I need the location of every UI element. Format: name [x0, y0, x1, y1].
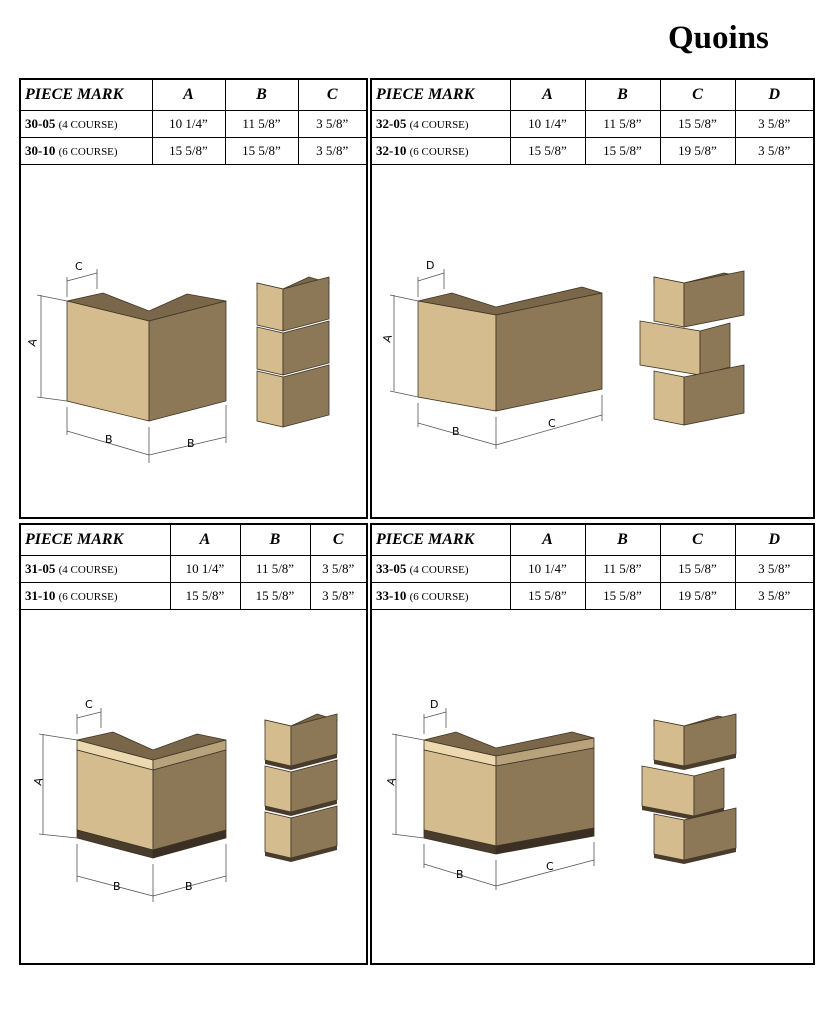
course-note: (6 COURSE) [58, 590, 118, 603]
stack-block [654, 365, 744, 425]
table-row [372, 582, 813, 609]
quoin-illustration [21, 165, 366, 517]
dimension-label-b: B [187, 437, 195, 450]
dimension-cell: 15 5/8” [152, 137, 225, 164]
piece-mark-cell [372, 137, 510, 164]
spec-table [372, 80, 813, 165]
quoin-illustration [372, 610, 813, 963]
quoin-illustration [372, 165, 813, 517]
dimension-label-a: A [25, 337, 40, 348]
piece-mark: 33-10 [376, 587, 407, 603]
header-cell: D [735, 80, 813, 110]
piece-mark: 30-10 [25, 142, 56, 158]
table-row [21, 582, 366, 609]
dimension-cell: 3 5/8” [735, 582, 813, 609]
stack-block [257, 277, 329, 331]
dimension-label-d: D [426, 259, 435, 272]
header-cell: PIECE MARK [372, 525, 510, 555]
table-row [21, 555, 366, 582]
dimension-label-b: B [113, 880, 121, 893]
course-note: (4 COURSE) [409, 118, 469, 131]
piece-mark: 32-05 [376, 115, 407, 131]
stack-block [265, 714, 337, 770]
stacked-quoins [640, 271, 744, 425]
quoin-panel-30 [19, 78, 368, 519]
dimension-cell: 11 5/8” [585, 555, 660, 582]
dimension-label-c: C [85, 698, 93, 711]
block-front-face [418, 301, 496, 411]
table-row [21, 137, 366, 164]
dimension-cell: 3 5/8” [298, 110, 366, 137]
dimension-label-b: B [456, 868, 464, 881]
dimension-cell: 10 1/4” [510, 110, 585, 137]
dimension-label-c: C [548, 417, 556, 430]
dimension-cell: 19 5/8” [660, 137, 735, 164]
dimension-cell: 3 5/8” [298, 137, 366, 164]
corner-block [418, 287, 602, 411]
quoin-panel-31 [19, 523, 368, 965]
header-cell: B [585, 80, 660, 110]
header-cell: B [240, 525, 310, 555]
header-cell: PIECE MARK [372, 80, 510, 110]
course-note: (4 COURSE) [409, 563, 469, 576]
stack-block [257, 321, 329, 375]
dimension-cell: 15 5/8” [240, 582, 310, 609]
dimension-cell: 11 5/8” [225, 110, 298, 137]
piece-mark-cell [372, 110, 510, 137]
table-header-row [21, 80, 366, 110]
spec-table [21, 80, 366, 165]
stacked-quoins [642, 714, 736, 864]
dimension-cell: 3 5/8” [310, 582, 366, 609]
dimension-label-c: C [546, 860, 554, 873]
header-cell: A [170, 525, 240, 555]
course-note: (4 COURSE) [58, 563, 118, 576]
dimension-cell: 15 5/8” [585, 137, 660, 164]
stack-block [640, 321, 730, 375]
dimension-label-a: A [31, 776, 46, 787]
dimension-label-c: C [75, 260, 83, 273]
dimension-cell: 11 5/8” [585, 110, 660, 137]
stacked-quoins [265, 714, 337, 862]
dimension-cell: 15 5/8” [510, 137, 585, 164]
piece-mark-cell [21, 582, 170, 609]
quoin-panel-32 [370, 78, 815, 519]
header-cell: PIECE MARK [21, 80, 152, 110]
header-cell: C [298, 80, 366, 110]
header-cell: C [310, 525, 366, 555]
header-cell: D [735, 525, 813, 555]
dimension-label-b: B [452, 425, 460, 438]
block-front-face [424, 750, 496, 846]
table-row [372, 110, 813, 137]
corner-block [67, 293, 226, 421]
header-cell: B [225, 80, 298, 110]
dimension-cell: 15 5/8” [660, 555, 735, 582]
dimension-cell: 10 1/4” [170, 555, 240, 582]
table-header-row [372, 80, 813, 110]
dimension-cell: 11 5/8” [240, 555, 310, 582]
quoin-illustration [21, 610, 366, 963]
dimension-cell: 3 5/8” [310, 555, 366, 582]
dimension-cell: 3 5/8” [735, 137, 813, 164]
dimension-cell: 15 5/8” [660, 110, 735, 137]
corner-block [424, 732, 594, 854]
dimension-cell: 15 5/8” [585, 582, 660, 609]
table-header-row [372, 525, 813, 555]
header-cell: PIECE MARK [21, 525, 170, 555]
header-cell: A [510, 525, 585, 555]
piece-mark-cell [21, 555, 170, 582]
spec-table [372, 525, 813, 610]
quoin-drawing [21, 165, 366, 517]
course-note: (6 COURSE) [409, 145, 469, 158]
stacked-quoins [257, 277, 329, 427]
dimension-cell: 3 5/8” [735, 110, 813, 137]
header-cell: C [660, 80, 735, 110]
block-side-face [149, 301, 226, 421]
spec-table [21, 525, 366, 610]
piece-mark: 31-10 [25, 587, 56, 603]
dimension-label-b: B [185, 880, 193, 893]
piece-mark: 31-05 [25, 560, 56, 576]
stack-block [265, 806, 337, 862]
table-row [21, 110, 366, 137]
block-front-face [67, 301, 149, 421]
quoin-drawing [372, 165, 813, 517]
dimension-cell: 15 5/8” [170, 582, 240, 609]
page-title: Quoins [668, 20, 769, 56]
quoin-panel-33 [370, 523, 815, 965]
dimension-cell: 15 5/8” [225, 137, 298, 164]
dimension-label-b: B [105, 433, 113, 446]
quoin-drawing [21, 610, 366, 963]
stack-block [257, 365, 329, 427]
course-note: (6 COURSE) [58, 145, 118, 158]
dimension-cell: 15 5/8” [510, 582, 585, 609]
corner-block [77, 732, 226, 858]
table-header-row [21, 525, 366, 555]
stack-block [654, 714, 736, 770]
piece-mark-cell [21, 137, 152, 164]
dimension-cell: 19 5/8” [660, 582, 735, 609]
table-row [372, 137, 813, 164]
dimension-label-a: A [384, 776, 399, 787]
header-cell: C [660, 525, 735, 555]
piece-mark: 32-10 [376, 142, 407, 158]
stack-block [265, 760, 337, 816]
header-cell: B [585, 525, 660, 555]
piece-mark: 30-05 [25, 115, 56, 131]
course-note: (6 COURSE) [409, 590, 469, 603]
piece-mark-cell [372, 582, 510, 609]
stack-block [654, 271, 744, 327]
course-note: (4 COURSE) [58, 118, 118, 131]
dimension-label-d: D [430, 698, 439, 711]
dimension-cell: 10 1/4” [152, 110, 225, 137]
piece-mark-cell [372, 555, 510, 582]
dimension-cell: 10 1/4” [510, 555, 585, 582]
piece-mark-cell [21, 110, 152, 137]
dimension-cell: 3 5/8” [735, 555, 813, 582]
stack-block [642, 766, 724, 820]
header-cell: A [510, 80, 585, 110]
header-cell: A [152, 80, 225, 110]
dimension-label-a: A [380, 333, 395, 344]
quoin-drawing [372, 610, 813, 963]
piece-mark: 33-05 [376, 560, 407, 576]
table-row [372, 555, 813, 582]
